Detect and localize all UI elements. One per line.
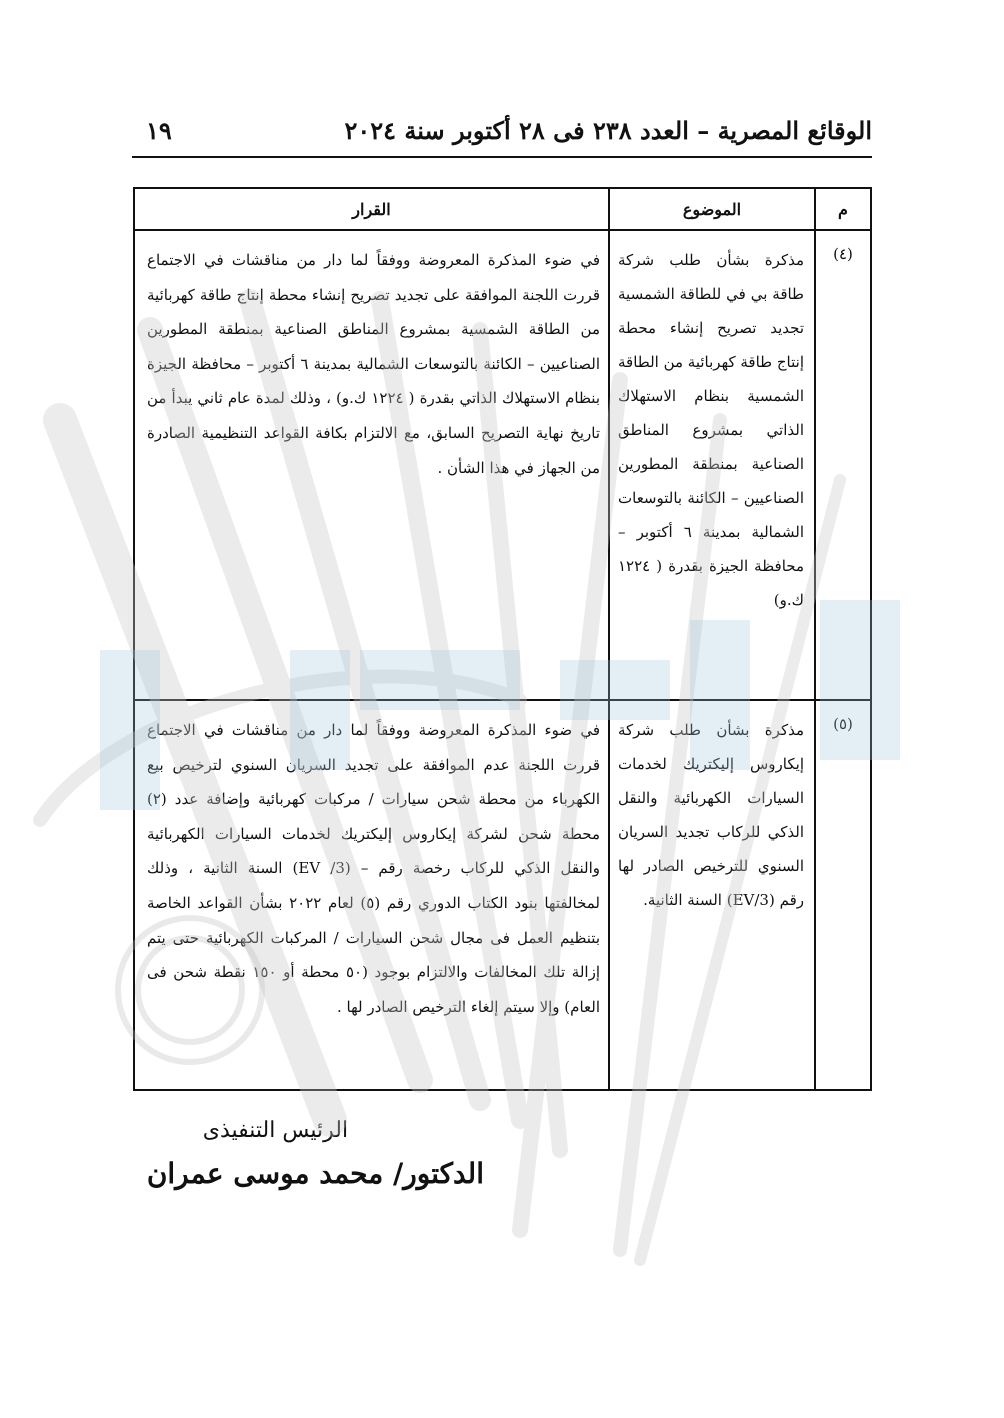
row-decision: في ضوء المذكرة المعروضة ووفقاً لما دار من مناقشات في الاجتماع قررت اللجنة عدم الموافقة على تجديد السريان السنوي لترخيص بيع الكهرباء من محطة شحن سيارات / مركبات كهربائية وإضافة عدد (٢) محطة شحن لشركة إيكاروس إليكتريك لخدمات السيارات الكهربائية والنقل الذكي للركاب رخصة رقم – (3/ EV) السنة الثانية ، وذلك لمخالفتها بنود الكتاب الدوري رقم (٥) لعام ٢٠٢٢ بشأن القواعد الخاصة بتنظيم العمل فى مجال شحن السيارات / المركبات الكهربائية حتى يتم إزالة تلك المخالفات والالتزام بوجود (٥٠ محطة أو ١٥٠ نقطة شحن فى العام) وإلا سيتم إلغاء الترخيص الصادر لها . bbox=[134, 700, 609, 1090]
column-header-num: م bbox=[815, 188, 871, 230]
column-header-decision: القرار bbox=[134, 188, 609, 230]
row-number: (٤) bbox=[815, 230, 871, 700]
gazette-title: الوقائع المصرية – العدد ٢٣٨ فى ٢٨ أكتوبر سنة ٢٠٢٤ bbox=[344, 116, 872, 145]
table-row bbox=[134, 230, 871, 700]
row-subject: مذكرة بشأن طلب شركة إيكاروس إليكتريك لخدمات السيارات الكهربائية والنقل الذكي للركاب تجديد السريان السنوي للترخيص الصادر لها رقم (EV/3) السنة الثانية. bbox=[609, 700, 815, 1090]
signature-block bbox=[147, 1118, 484, 1190]
row-decision: في ضوء المذكرة المعروضة ووفقاً لما دار من مناقشات في الاجتماع قررت اللجنة الموافقة على تجديد تصريح إنشاء محطة إنتاج طاقة كهربائية من الطاقة الشمسية بمشروع المناطق الصناعية بمنطقة المطورين الصناعيين – الكائنة بالتوسعات الشمالية بمدينة ٦ أكتوبر – محافظة الجيزة بنظام الاستهلاك الذاتي بقدرة ( ١٢٢٤ ك.و) ، وذلك لمدة عام ثاني يبدأ من تاريخ نهاية التصريح السابق، مع الالتزام بكافة القواعد التنظيمية الصادرة من الجهاز في هذا الشأن . bbox=[134, 230, 609, 700]
table-row bbox=[134, 700, 871, 1090]
row-number: (٥) bbox=[815, 700, 871, 1090]
page-header bbox=[132, 108, 872, 158]
column-header-subject: الموضوع bbox=[609, 188, 815, 230]
page-number: ١٩ bbox=[146, 116, 172, 145]
table-header-row bbox=[134, 188, 871, 230]
signatory-title: الرئيس التنفيذى bbox=[202, 1118, 349, 1143]
row-subject: مذكرة بشأن طلب شركة طاقة بي في للطاقة الشمسية تجديد تصريح إنشاء محطة إنتاج طاقة كهربائية من الطاقة الشمسية بنظام الاستهلاك الذاتي بمشروع المناطق الصناعية بمنطقة المطورين الصناعيين – الكائنة بالتوسعات الشمالية بمدينة ٦ أكتوبر – محافظة الجيزة بقدرة ( ١٢٢٤ ك.و) bbox=[609, 230, 815, 700]
signatory-name: الدكتور/ محمد موسى عمران bbox=[146, 1157, 484, 1190]
decisions-table bbox=[133, 187, 872, 1091]
